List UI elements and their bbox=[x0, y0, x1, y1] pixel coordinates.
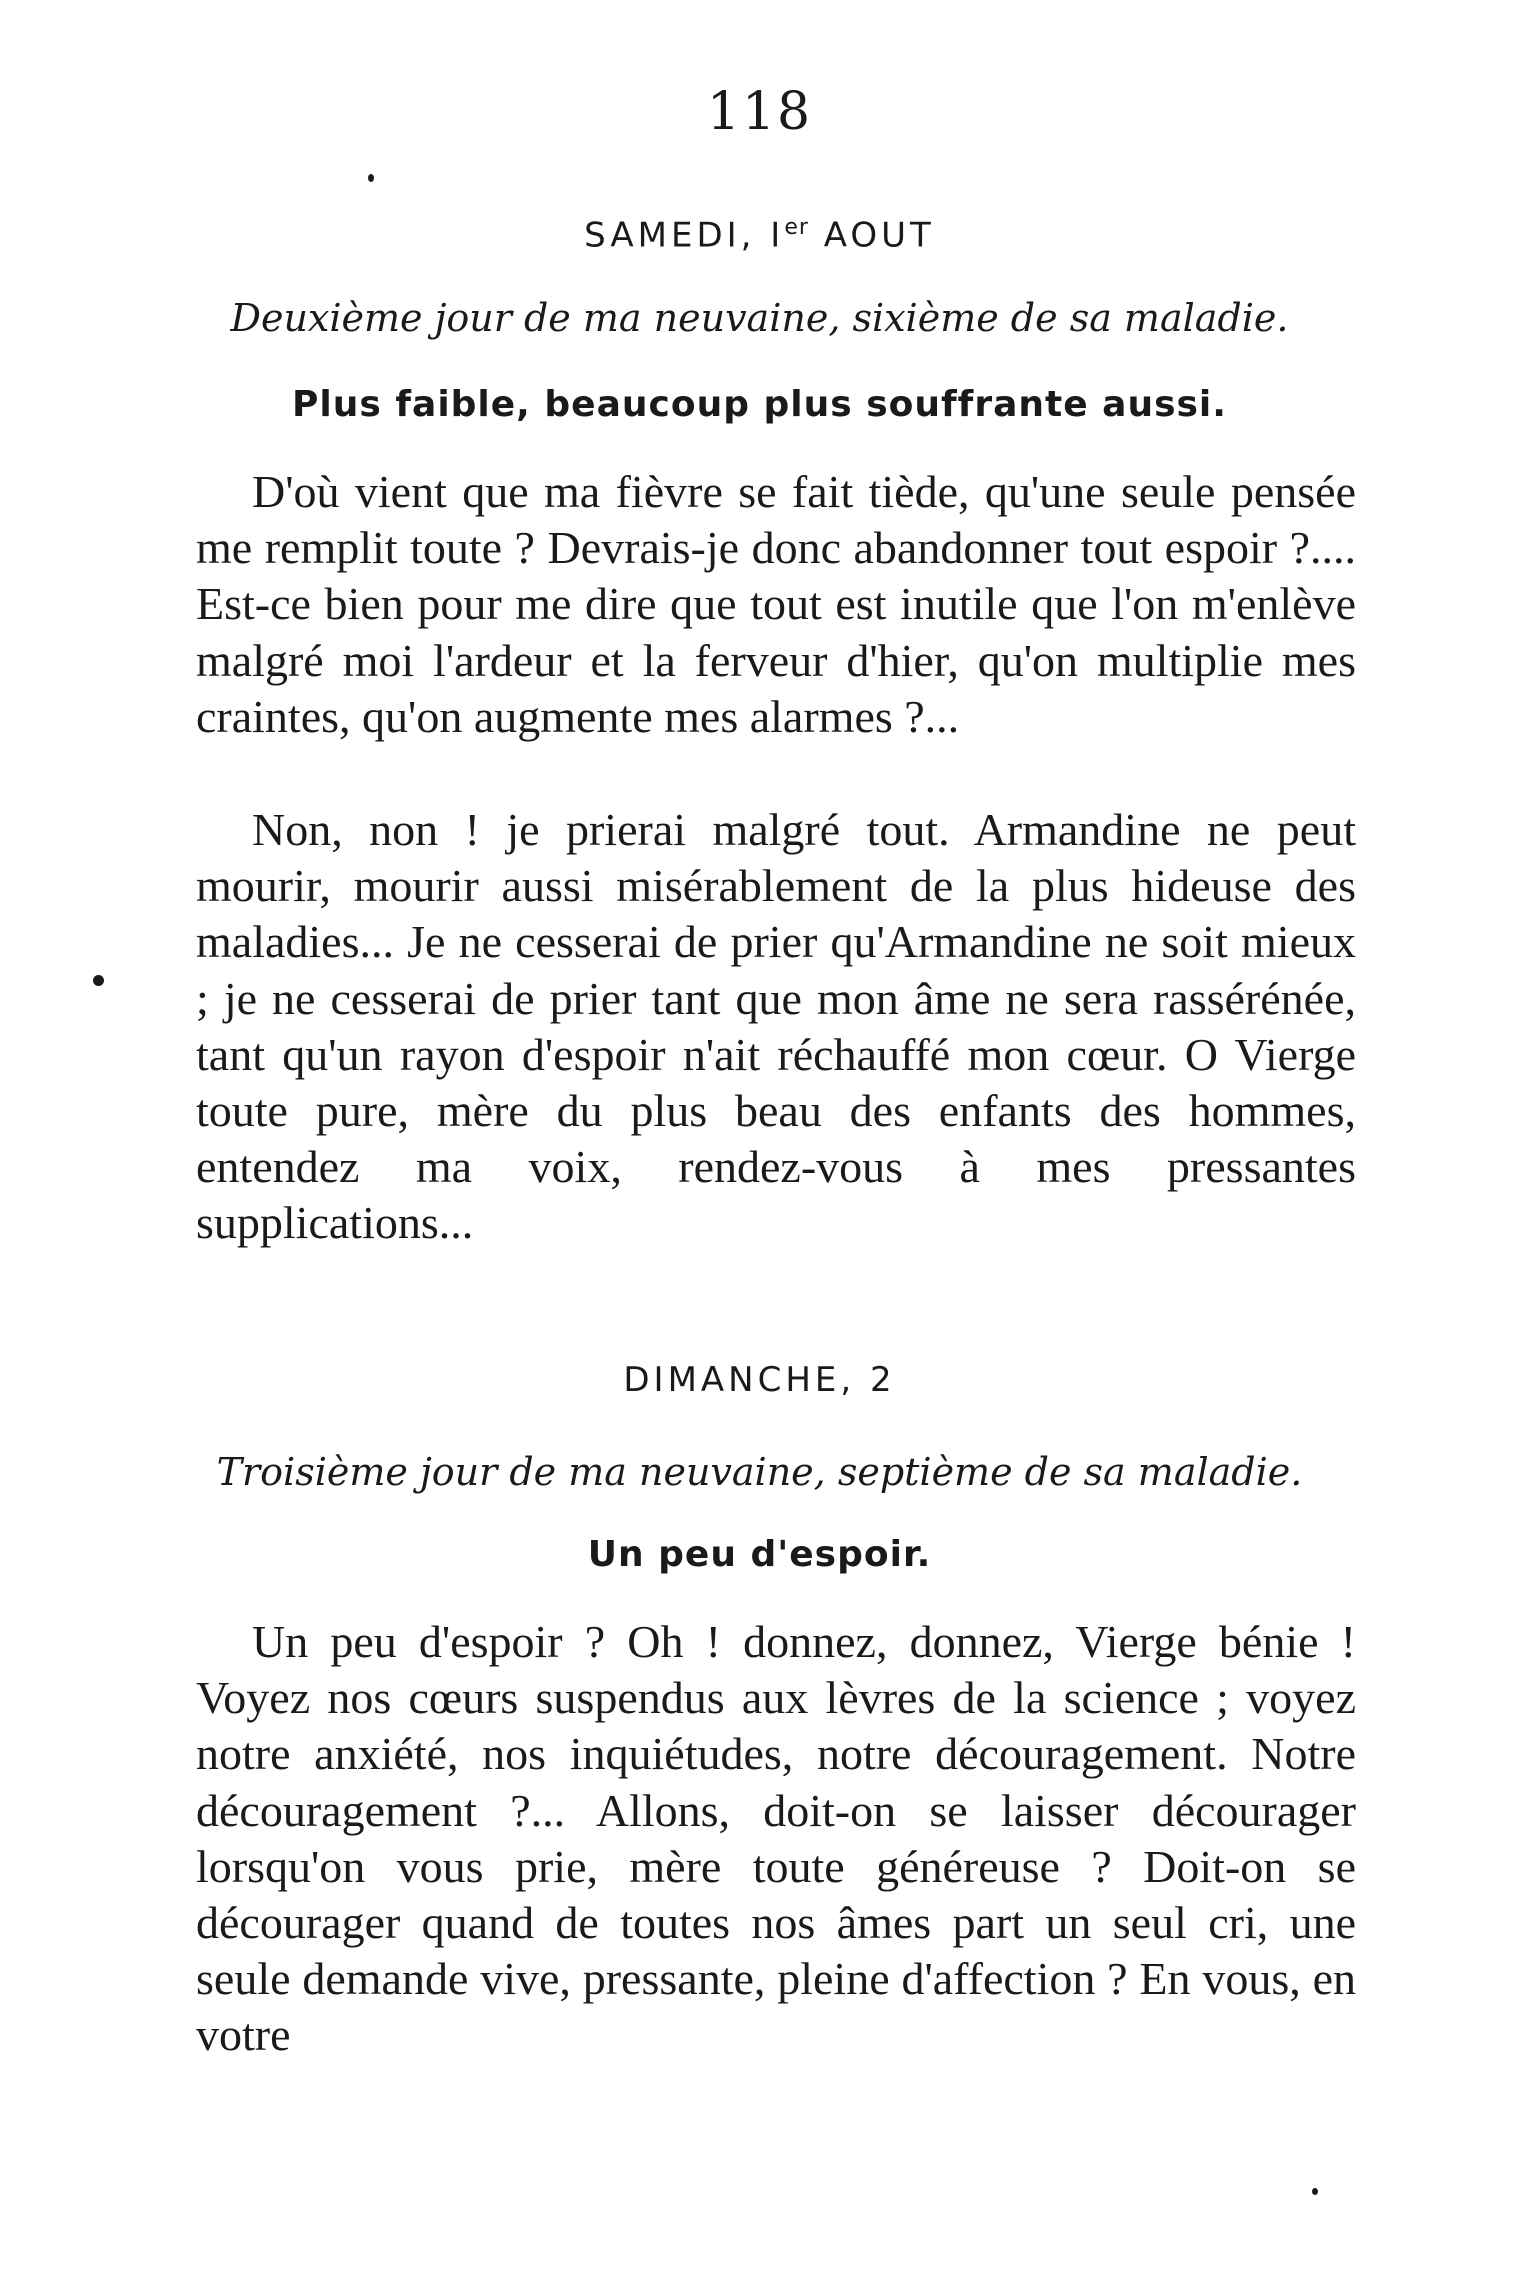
heading-day: SAMEDI, bbox=[584, 215, 756, 256]
paragraph-saturday-1: D'où vient que ma fièvre se fait tiède, qu'une seule pensée me remplit toute ? Devrais-je donc abandonner tout espoir ?.... Est-ce bien pour me dire que tout est inutile que l'on m'enlève malgré moi l'ardeur et la ferveur d'hier, qu'on multiplie mes craintes, qu'on augmente mes alarmes ?... bbox=[196, 466, 1356, 742]
ink-speck bbox=[93, 975, 104, 986]
entry-subtitle-saturday: Deuxième jour de ma neuvaine, sixième de sa maladie. bbox=[230, 296, 1289, 340]
ink-speck bbox=[368, 174, 374, 182]
entry-summary-sunday: Un peu d'espoir. bbox=[587, 1534, 932, 1575]
paragraph-sunday-1: Un peu d'espoir ? Oh ! donnez, donnez, Vierge bénie ! Voyez nos cœurs suspendus aux lèvres de la science ; voyez notre anxiété, nos inquiétudes, notre découragement. Notre découragement ?... Allons, doit-on se laisser décourager lorsqu'on vous prie, mère toute généreuse ? Doit-on se décourager quand de toutes nos âmes part un seul cri, une seule demande vive, pressante, pleine d'affection ? En vous, en votre bbox=[196, 1616, 1356, 2061]
heading-date-number: I bbox=[770, 215, 785, 256]
heading-date-suffix: er bbox=[784, 215, 809, 240]
entry-subtitle-sunday: Troisième jour de ma neuvaine, septième de sa maladie. bbox=[216, 1450, 1303, 1494]
ink-speck bbox=[1312, 2188, 1318, 2195]
entry-heading-saturday bbox=[0, 206, 1519, 257]
page-number: 118 bbox=[706, 82, 813, 142]
heading-month: AOUT bbox=[823, 215, 935, 256]
entry-heading-sunday: DIMANCHE, 2 bbox=[623, 1360, 896, 1400]
paragraph-saturday-2: Non, non ! je prierai malgré tout. Armandine ne peut mourir, mourir aussi misérablement de la plus hideuse des maladies... Je ne cesserai de prier qu'Armandine ne soit mieux ; je ne cesserai de prier tant que mon âme ne sera rassérénée, tant qu'un rayon d'espoir n'ait réchauffé mon cœur. O Vierge toute pure, mère du plus beau des enfants des hommes, entendez ma voix, rendez-vous à mes pressantes supplications... bbox=[196, 804, 1356, 1249]
entry-summary-saturday: Plus faible, beaucoup plus souffrante aussi. bbox=[292, 384, 1227, 425]
